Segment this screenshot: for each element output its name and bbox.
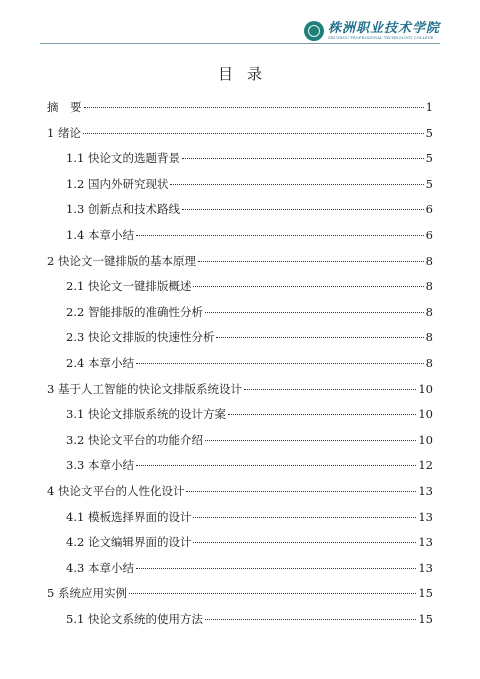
toc-leader-dots: [136, 465, 416, 466]
toc-leader-dots: [83, 133, 424, 134]
toc-entry-label: 摘 要: [47, 100, 82, 114]
toc-entry-page: 8: [425, 304, 433, 319]
toc-leader-dots: [129, 593, 416, 594]
toc-entry-page: 13: [418, 484, 433, 498]
toc-entry-page: 10: [418, 407, 433, 422]
toc-entry[interactable]: [47, 253, 433, 271]
toc-entry[interactable]: [66, 355, 433, 373]
toc-entry-label: 5.1 快论文系统的使用方法: [66, 612, 203, 626]
toc-leader-dots: [136, 568, 416, 569]
toc-entry[interactable]: [47, 585, 433, 603]
toc-entry-page: 5: [425, 125, 433, 140]
toc-entry-label: 1.2 国内外研究现状: [66, 176, 169, 191]
toc-leader-dots: [193, 517, 416, 518]
toc-entry[interactable]: [66, 227, 433, 245]
toc-entry-page: 13: [418, 509, 433, 524]
toc-leader-dots: [244, 389, 416, 390]
toc-entry-page: 13: [418, 535, 433, 550]
toc-entry[interactable]: [66, 432, 433, 450]
toc-entry[interactable]: [66, 201, 433, 219]
toc-entry-page: 5: [425, 176, 433, 191]
toc-entry-label: 1.4 本章小结: [66, 228, 134, 242]
toc-leader-dots: [193, 542, 416, 543]
toc-entry[interactable]: [66, 406, 433, 424]
toc-entry-page: 8: [425, 279, 433, 294]
toc-entry-page: 1: [425, 100, 433, 114]
toc-entry-label: 2.1 快论文一键排版概述: [66, 279, 192, 294]
toc-entry-label: 4.3 本章小结: [66, 560, 134, 575]
toc-leader-dots: [182, 209, 424, 210]
toc-entry[interactable]: [66, 150, 433, 168]
page-header: [0, 0, 480, 46]
toc-entry[interactable]: [66, 304, 433, 322]
toc-entry-label: 4.2 论文编辑界面的设计: [66, 535, 192, 550]
toc-entry-label: 3.1 快论文排版系统的设计方案: [66, 407, 226, 422]
toc-leader-dots: [170, 184, 423, 185]
toc-leader-dots: [198, 261, 424, 262]
school-name: 株洲职业技术学院: [327, 20, 440, 36]
toc-entry[interactable]: [66, 278, 433, 296]
school-logo: [304, 20, 440, 42]
toc-entry-page: 6: [425, 202, 433, 217]
toc-entry-label: 2.3 快论文排版的快速性分析: [66, 330, 215, 345]
toc-entry[interactable]: [47, 99, 433, 117]
toc-entry[interactable]: [66, 457, 433, 475]
toc-leader-dots: [182, 158, 424, 159]
toc-leader-dots: [216, 337, 423, 338]
toc-entry-page: 10: [418, 432, 433, 447]
toc-leader-dots: [205, 619, 416, 620]
toc-leader-dots: [84, 107, 424, 108]
toc-entry-page: 5: [425, 151, 433, 166]
school-name-en: ZHUZHOU PROFESSIONAL TECHNOLOGY COLLEGE: [327, 35, 434, 40]
toc-entry-label: 3.3 本章小结: [66, 458, 134, 473]
toc-entry[interactable]: [66, 509, 433, 527]
toc-entry[interactable]: [47, 483, 433, 501]
toc-entry-label: 4.1 模板选择界面的设计: [66, 509, 192, 524]
toc-entry-page: 13: [418, 560, 433, 575]
toc-entry[interactable]: [66, 534, 433, 552]
toc-entry-page: 8: [425, 330, 433, 345]
header-rule: [40, 43, 440, 44]
toc-leader-dots: [186, 491, 416, 492]
toc-entry[interactable]: [66, 560, 433, 578]
toc-entry[interactable]: [66, 611, 433, 629]
toc-leader-dots: [228, 414, 416, 415]
toc-entry[interactable]: [66, 329, 433, 347]
toc-title: 目录: [217, 65, 276, 83]
toc-entry-page: 10: [418, 381, 433, 396]
toc-entry-label: 2 快论文一键排版的基本原理: [47, 253, 196, 268]
toc-entry[interactable]: [66, 176, 433, 194]
toc-leader-dots: [136, 235, 424, 236]
toc-entry-label: 2.2 智能排版的准确性分析: [66, 304, 203, 319]
toc-entry-page: 8: [425, 356, 433, 370]
toc-entry-label: 3.2 快论文平台的功能介绍: [66, 432, 203, 447]
toc-leader-dots: [205, 440, 416, 441]
toc-entry-page: 12: [418, 458, 433, 473]
school-seal-icon: [304, 21, 324, 41]
toc-entry-label: 1.1 快论文的选题背景: [66, 151, 180, 166]
toc-entry-label: 3 基于人工智能的快论文排版系统设计: [47, 381, 242, 396]
toc-entry[interactable]: [47, 381, 433, 399]
toc-entry[interactable]: [47, 125, 433, 143]
toc-entry-page: 15: [418, 612, 433, 626]
toc-entry-page: 6: [425, 228, 433, 242]
toc-entry-label: 4 快论文平台的人性化设计: [47, 484, 185, 498]
toc-entry-label: 1.3 创新点和技术路线: [66, 202, 180, 217]
toc-leader-dots: [205, 312, 424, 313]
toc-entry-label: 1 绪论: [47, 125, 81, 140]
toc-entry-label: 5 系统应用实例: [47, 586, 127, 601]
toc-entry-label: 2.4 本章小结: [66, 356, 134, 370]
toc-leader-dots: [193, 286, 423, 287]
toc-entry-page: 8: [425, 253, 433, 268]
toc-entry-page: 15: [418, 586, 433, 601]
toc-leader-dots: [136, 363, 424, 364]
